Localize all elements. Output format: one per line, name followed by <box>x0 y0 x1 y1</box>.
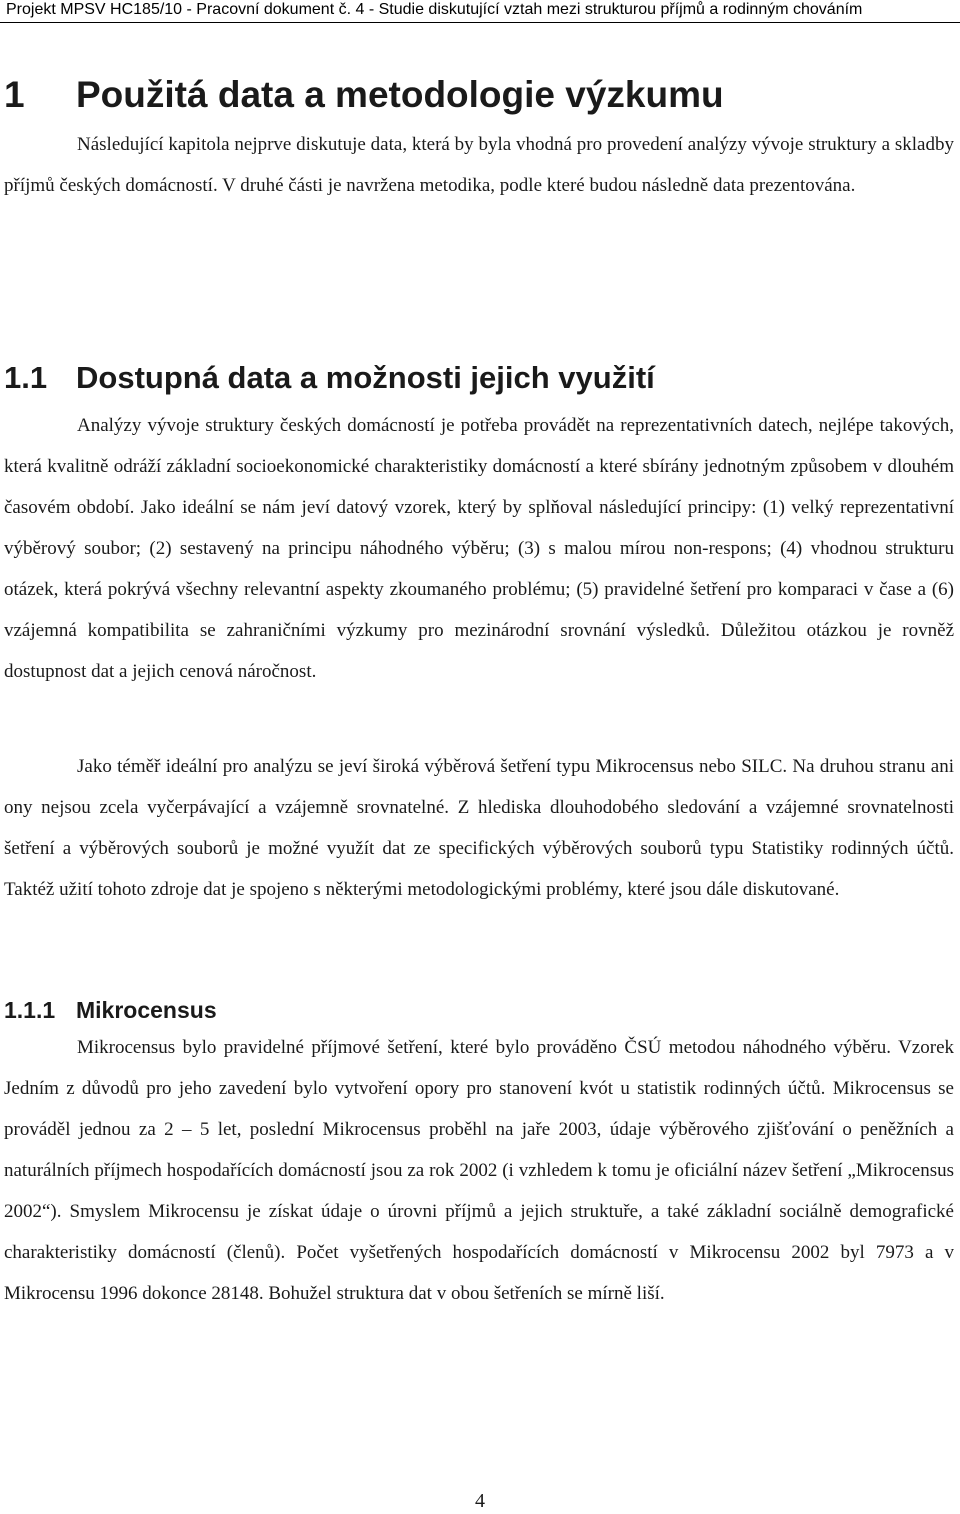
chapter-heading <box>4 72 724 118</box>
header-divider <box>0 22 960 23</box>
chapter-number: 1 <box>4 74 25 115</box>
subsection-title: Mikrocensus <box>76 997 217 1023</box>
subsection-heading <box>4 995 217 1025</box>
running-header: Projekt MPSV HC185/10 - Pracovní dokument č. 4 - Studie diskutující vztah mezi strukturou příjmů a rodinným chováním <box>6 1 863 18</box>
section-paragraph-2: Jako téměř ideální pro analýzu se jeví široká výběrová šetření typu Mikrocensus nebo SILC. Na druhou stranu ani ony nejsou zcela vyčerpávající a vzájemně srovnatelné. Z hlediska dlouhodobého sledování a vzájemné srovnatelnosti šetření a výběrových souborů je možné využít dat ze specifických výběrových souborů typu Statistiky rodinných účtů. Taktéž užití tohoto zdroje dat je spojeno s některými metodologickými problémy, které jsou dále diskutované. <box>4 756 954 900</box>
section-paragraph-1: Analýzy vývoje struktury českých domácností je potřeba provádět na reprezentativních datech, nejlépe takových, která kvalitně odráží základní socioekonomické charakteristiky domácností a které sbírány jednotným způsobem v dlouhém časovém období. Jako ideální se nám jeví datový vzorek, který by splňoval následující principy: (1) velký reprezentativní výběrový soubor; (2) sestavený na principu náhodného výběru; (3) s malou mírou non-respons; (4) vhodnou strukturu otázek, která pokrývá všechny relevantní aspekty zkoumaného problému; (5) pravidelné šetření pro komparaci v čase a (6) vzájemná kompatibilita se zahraničními výzkumy pro mezinárodní srovnání výsledků. Důležitou otázkou je rovněž dostupnost dat a jejich cenová náročnost. <box>4 415 954 682</box>
subsection-number: 1.1.1 <box>4 997 56 1023</box>
section-number: 1.1 <box>4 360 48 395</box>
subsection-paragraph: Mikrocensus bylo pravidelné příjmové šetření, které bylo prováděno ČSÚ metodou náhodného výběru. Vzorek Jedním z důvodů pro jeho zavedení bylo vytvoření opory pro stanovení kvót u statistik rodinných účtů. Mikrocensus se prováděl jednou za 2 – 5 let, poslední Mikrocensus proběhl na jaře 2003, údaje výběrového zjišťování o peněžních a naturálních příjmech hospodařících domácností jsou za rok 2002 (i vzhledem k tomu je oficiální název šetření „Mikrocensus 2002“). Smyslem Mikrocensu je získat údaje o úrovni příjmů a jejich struktuře, a také základní sociálně demografické charakteristiky domácností (členů). Počet vyšetřených hospodařících domácností v Mikrocensu 2002 byl 7973 a v Mikrocensu 1996 dokonce 28148. Bohužel struktura dat v obou šetřeních se mírně liší. <box>4 1037 954 1304</box>
chapter-title: Použitá data a metodologie výzkumu <box>76 74 724 115</box>
section-heading <box>4 358 655 398</box>
section-title: Dostupná data a možnosti jejich využití <box>76 360 655 395</box>
page-number: 4 <box>475 1490 485 1512</box>
chapter-intro-paragraph: Následující kapitola nejprve diskutuje data, která by byla vhodná pro provedení analýzy vývoje struktury a skladby příjmů českých domácností. V druhé části je navržena metodika, podle které budou následně data prezentována. <box>4 134 954 196</box>
